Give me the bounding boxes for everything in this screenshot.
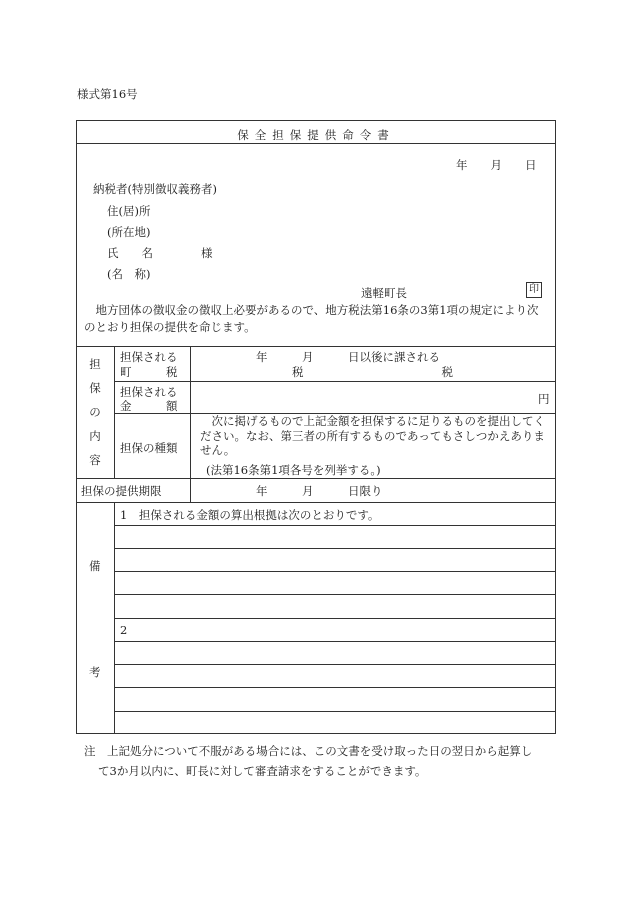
content-section-label: 担 保 の 内 容 bbox=[89, 357, 101, 467]
remarks-label-bottom: 考 bbox=[89, 665, 101, 679]
org-name-label: (名 称) bbox=[107, 267, 151, 281]
tax-label-line1: 担保される bbox=[120, 350, 178, 364]
remarks-line bbox=[114, 618, 556, 619]
tax-names: 税 税 bbox=[292, 365, 453, 379]
form-number: 様式第16号 bbox=[77, 87, 138, 101]
remarks-line bbox=[114, 711, 556, 712]
remarks-line bbox=[114, 664, 556, 665]
taxpayer-heading: 納税者(特別徴収義務者) bbox=[93, 182, 217, 196]
header-divider bbox=[76, 346, 556, 347]
amount-label-line2: 金 額 bbox=[120, 399, 178, 413]
row-divider bbox=[76, 478, 556, 479]
location-label: (所在地) bbox=[107, 225, 151, 239]
remarks-line bbox=[114, 548, 556, 549]
remarks-item-1: 1 担保される金額の算出根拠は次のとおりです。 bbox=[120, 508, 380, 522]
remarks-line bbox=[114, 594, 556, 595]
remarks-line bbox=[114, 687, 556, 688]
column-divider bbox=[114, 502, 115, 734]
appeal-notice bbox=[84, 741, 554, 781]
remarks-line bbox=[114, 525, 556, 526]
notice-line-1: 注 上記処分について不服がある場合には、この文書を受け取った日の翌日から起算し bbox=[84, 744, 533, 758]
row-divider bbox=[114, 381, 556, 382]
issuer: 遠軽町長 bbox=[361, 286, 407, 300]
kind-note: (法第16条第1項各号を列挙する。) bbox=[206, 463, 381, 477]
amount-label-line1: 担保される bbox=[120, 385, 178, 399]
row-divider bbox=[76, 502, 556, 503]
honorific: 様 bbox=[201, 246, 213, 260]
tax-label-line2: 町 税 bbox=[120, 365, 178, 379]
kind-description: 次に掲げるもので上記金額を担保するに足りるものを提出してください。なお、第三者の所有するものであってもさしつかえありません。 bbox=[200, 414, 545, 457]
main-paragraph: 地方団体の徴収金の徴収上必要があるので、地方税法第16条の3第1項の規定により次のとおり担保の提供を命じます。 bbox=[84, 303, 539, 334]
remarks-line bbox=[114, 571, 556, 572]
column-divider bbox=[190, 346, 191, 502]
notice-line-2: て3か月以内に、町長に対して審査請求をすることができます。 bbox=[98, 764, 427, 778]
remarks-label-top: 備 bbox=[89, 559, 101, 573]
remarks-line bbox=[114, 641, 556, 642]
deadline-value: 年 月 日限り bbox=[256, 484, 383, 498]
name-label: 氏 名 bbox=[107, 246, 153, 260]
document-title: 保全担保提供命令書 bbox=[237, 128, 395, 142]
date-field: 年 月 日 bbox=[456, 158, 537, 172]
deadline-label: 担保の提供期限 bbox=[81, 484, 162, 498]
tax-period: 年 月 日以後に課される bbox=[256, 350, 440, 364]
amount-unit: 円 bbox=[538, 392, 550, 406]
column-divider bbox=[114, 346, 115, 478]
seal-mark: 印 bbox=[526, 282, 542, 298]
kind-label: 担保の種類 bbox=[120, 441, 178, 455]
address-label: 住(居)所 bbox=[107, 204, 151, 218]
remarks-item-2: 2 bbox=[120, 623, 128, 637]
title-divider bbox=[76, 143, 556, 144]
